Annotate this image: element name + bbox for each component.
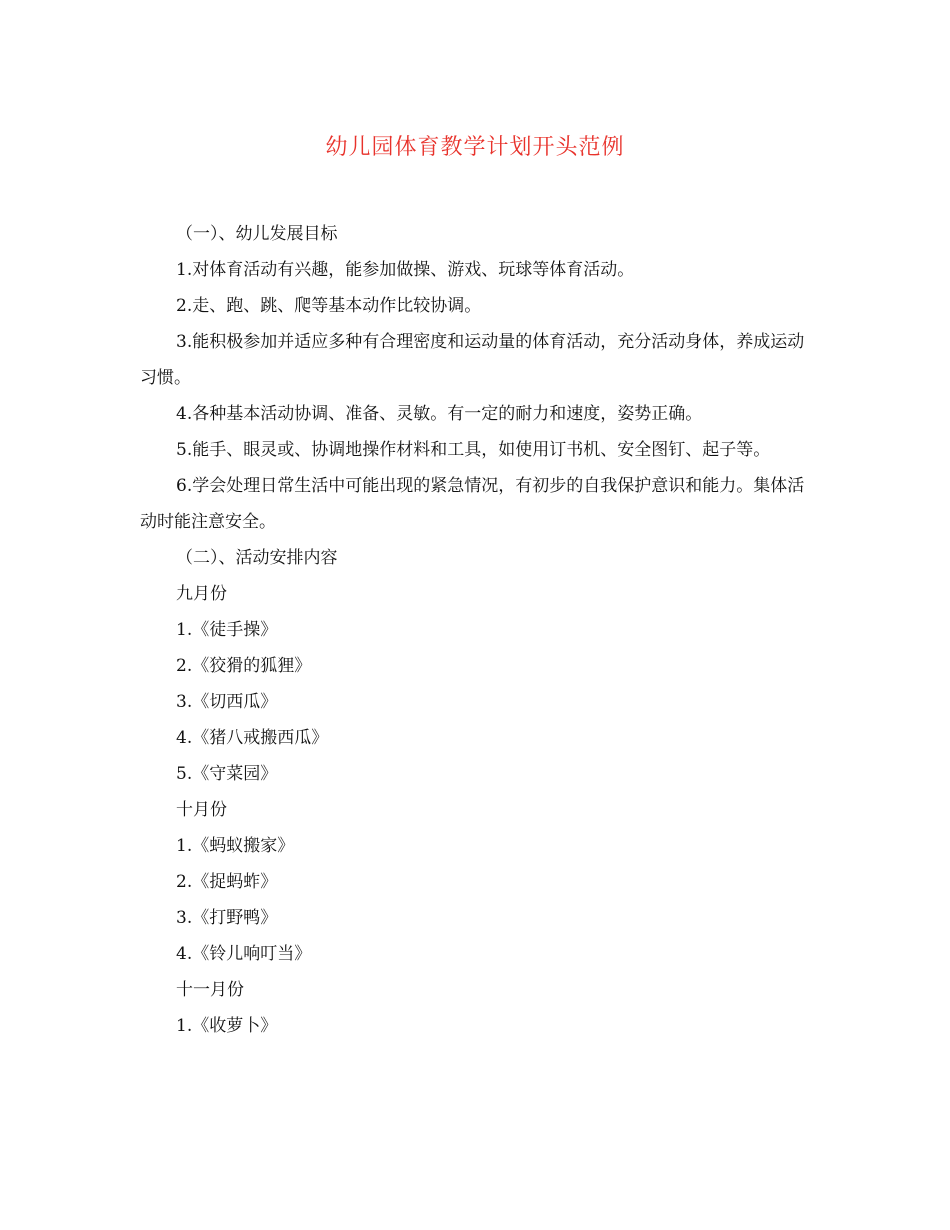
goal-item: 4.各种基本活动协调、准备、灵敏。有一定的耐力和速度，姿势正确。 <box>176 404 703 424</box>
month-heading-november: 十一月份 <box>176 980 244 1000</box>
goal-item: 5.能手、眼灵或、协调地操作材料和工具，如使用订书机、安全图钉、起子等。 <box>176 440 771 460</box>
month-heading-october: 十月份 <box>176 800 227 820</box>
goal-item: 2.走、跑、跳、爬等基本动作比较协调。 <box>176 296 482 316</box>
activity-item: 2.《捉蚂蚱》 <box>176 872 278 892</box>
activity-item: 5.《守菜园》 <box>176 764 278 784</box>
month-heading-september: 九月份 <box>176 584 227 604</box>
goal-item: 3.能积极参加并适应多种有合理密度和运动量的体育活动，充分活动身体，养成运动习惯。 <box>140 332 805 388</box>
activity-item: 1.《收萝卜》 <box>176 1016 278 1036</box>
section-heading-goals: （一）、幼儿发展目标 <box>176 224 338 244</box>
section-heading-activities: （二）、活动安排内容 <box>176 548 338 568</box>
activity-item: 3.《切西瓜》 <box>176 692 278 712</box>
document-body <box>140 216 816 1044</box>
activity-item: 3.《打野鸭》 <box>176 908 278 928</box>
activity-item: 1.《徒手操》 <box>176 620 278 640</box>
document-title: 幼儿园体育教学计划开头范例 <box>325 135 625 160</box>
activity-item: 4.《铃儿响叮当》 <box>176 944 312 964</box>
activity-item: 1.《蚂蚁搬家》 <box>176 836 295 856</box>
goal-item: 1.对体育活动有兴趣，能参加做操、游戏、玩球等体育活动。 <box>176 260 635 280</box>
goal-item: 6.学会处理日常生活中可能出现的紧急情况，有初步的自我保护意识和能力。集体活动时能注意安全。 <box>140 476 805 532</box>
activity-item: 4.《猪八戒搬西瓜》 <box>176 728 329 748</box>
activity-item: 2.《狡猾的狐狸》 <box>176 656 312 676</box>
